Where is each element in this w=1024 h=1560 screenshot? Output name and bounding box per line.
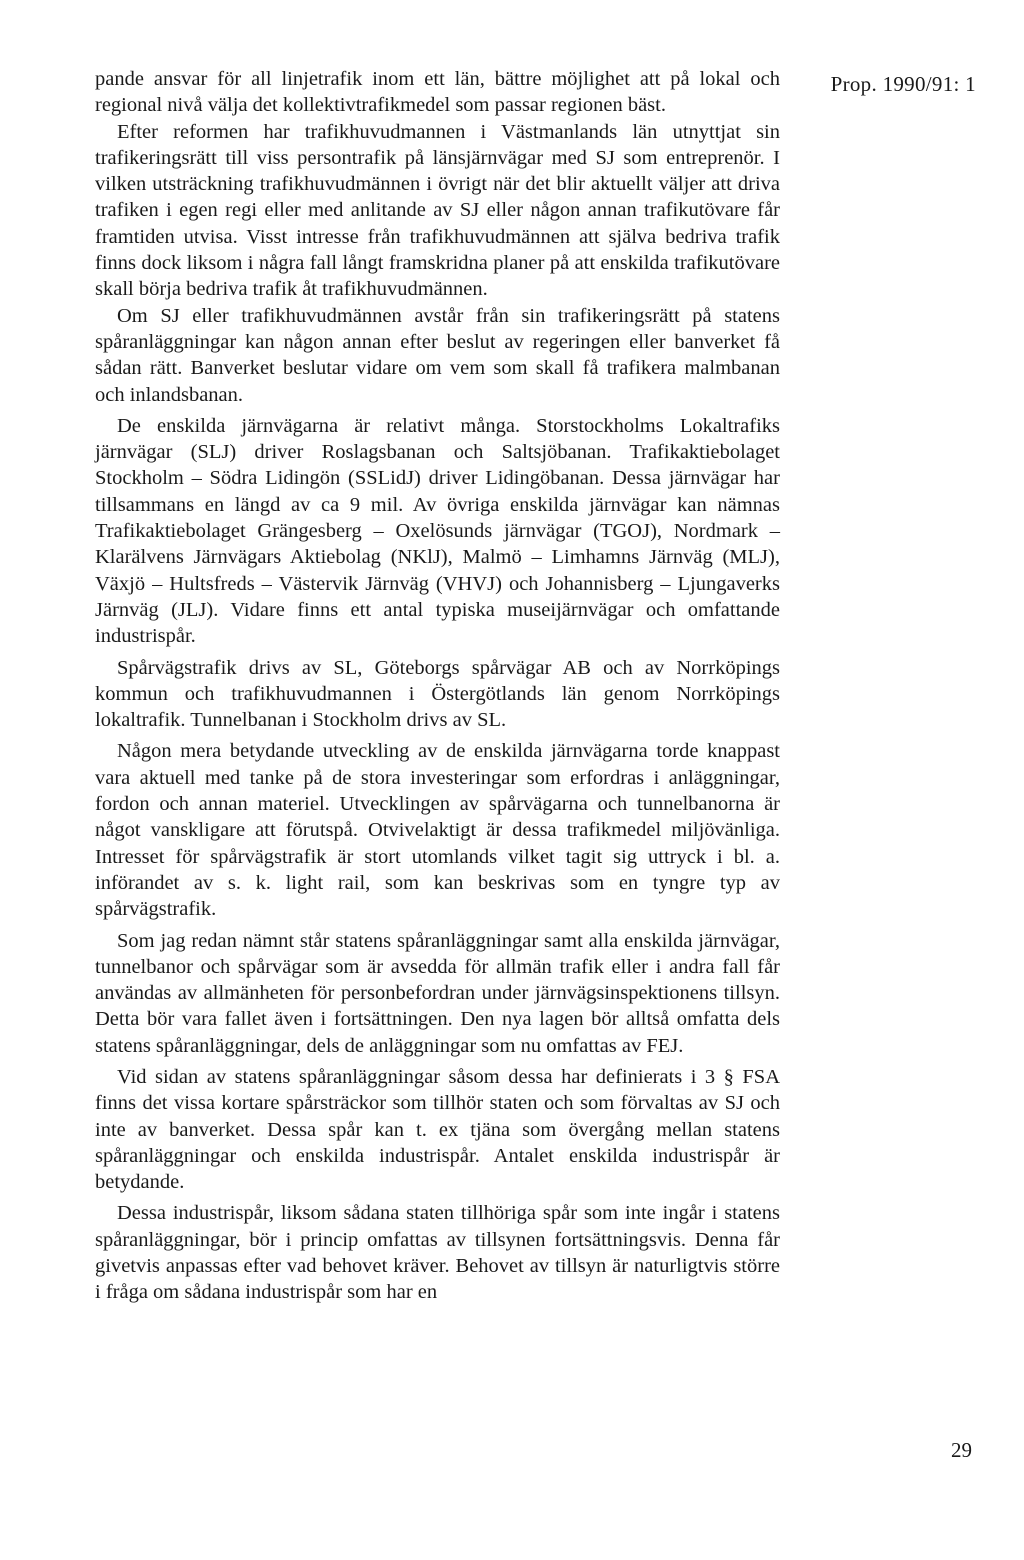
page-number: 29 xyxy=(951,1438,972,1462)
page-header-reference: Prop. 1990/91: 1 xyxy=(830,72,976,96)
paragraph-9: Dessa industrispår, liksom sådana staten tillhöriga spår som inte ingår i statens spåranläggningar, bör i princip omfattas av tillsynen fortsättningsvis. Denna får givetvis anpassas efter vad behovet kräver. Behovet av tillsyn är naturligtvis större i fråga om sådana industrispår som har en xyxy=(95,1202,780,1304)
paragraph-6: Någon mera betydande utveckling av de enskilda järnvägarna torde knappast vara aktuell med tanke på de stora investeringar som erfordras i anläggningar, fordon och annan materiel. Utvecklingen av spårvägarna och tunnelbanorna är något vanskligare att förutspå. Otvivelaktigt är dessa trafikmedel miljövänliga. Intresset för spårvägstrafik är stort utomlands vilket tagit sig uttryck i bl. a. införandet av s. k. light rail, som kan beskrivas som en tyngre typ av spårvägstrafik. xyxy=(95,740,780,921)
paragraph-5: Spårvägstrafik drivs av SL, Göteborgs spårvägar AB och av Norrköpings kommun och trafikhuvudmannen i Östergötlands län genom Norrköpings lokaltrafik. Tunnelbanan i Stockholm drivs av SL. xyxy=(95,656,780,732)
paragraph-1: pande ansvar för all linjetrafik inom ett län, bättre möjlighet att på lokal och regional nivå välja det kollektivtrafikmedel som passar regionen bäst. xyxy=(95,68,780,117)
paragraph-7: Som jag redan nämnt står statens spåranläggningar samt alla enskilda järnvägar, tunnelbanor och spårvägar som är avsedda för allmän trafik eller i andra fall får användas av allmänheten för personbefordran under järnvägsinspektionens tillsyn. Detta bör vara fallet även i fortsättningen. Den nya lagen bör alltså omfatta dels statens spåranläggningar, dels de anläggningar som nu omfattas av FEJ. xyxy=(95,929,780,1057)
paragraph-4: De enskilda järnvägarna är relativt många. Storstockholms Lokaltrafiks järnvägar (SLJ) driver Roslagsbanan och Saltsjöbanan. Trafikaktiebolaget Stockholm – Södra Lidingön (SSLidJ) driver Lidingöbanan. Dessa järnvägar har tillsammans en längd av ca 9 mil. Av övriga enskilda järnvägar kan nämnas Trafikaktiebolaget Grängesberg – Oxelösunds järnvägar (TGOJ), Nordmark – Klarälvens Järnvägars Aktiebolag (NKlJ), Malmö – Limhamns Järnväg (MLJ), Växjö – Hultsfreds – Västervik Järnväg (VHVJ) och Johannisberg – Ljungaverks Järnväg (JLJ). Vidare finns ett antal typiska museijärnvägar och omfattande industrispår. xyxy=(95,414,780,648)
paragraph-3: Om SJ eller trafikhuvudmännen avstår från sin trafikeringsrätt på statens spåranläggningar kan någon annan efter beslut av regeringen eller banverket få sådan rätt. Banverket beslutar vidare om vem som skall få trafikera malmbanan och inlandsbanan. xyxy=(95,304,780,406)
body-text xyxy=(95,66,780,1306)
paragraph-8: Vid sidan av statens spåranläggningar såsom dessa har definierats i 3 § FSA finns det vissa kortare spårsträckor som tillhör staten och som förvaltas av SJ och inte av banverket. Dessa spår kan t. ex tjäna som övergång mellan statens spåranläggningar och enskilda industrispår. Antalet enskilda industrispår är betydande. xyxy=(95,1065,780,1194)
paragraph-2: Efter reformen har trafikhuvudmannen i Västmanlands län utnyttjat sin trafikeringsrätt till viss persontrafik på länsjärnvägar med SJ som entreprenör. I vilken utsträckning trafikhuvudmännen i övrigt när det blir aktuellt väljer att driva trafiken i egen regi eller med anlitande av SJ eller någon annan trafikutövare får framtiden utvisa. Visst intresse från trafikhuvudmännen att själva bedriva trafik finns dock liksom i några fall långt framskridna planer på att enskilda trafikutövare skall börja bedriva trafik åt trafikhuvudmännen. xyxy=(95,120,780,301)
